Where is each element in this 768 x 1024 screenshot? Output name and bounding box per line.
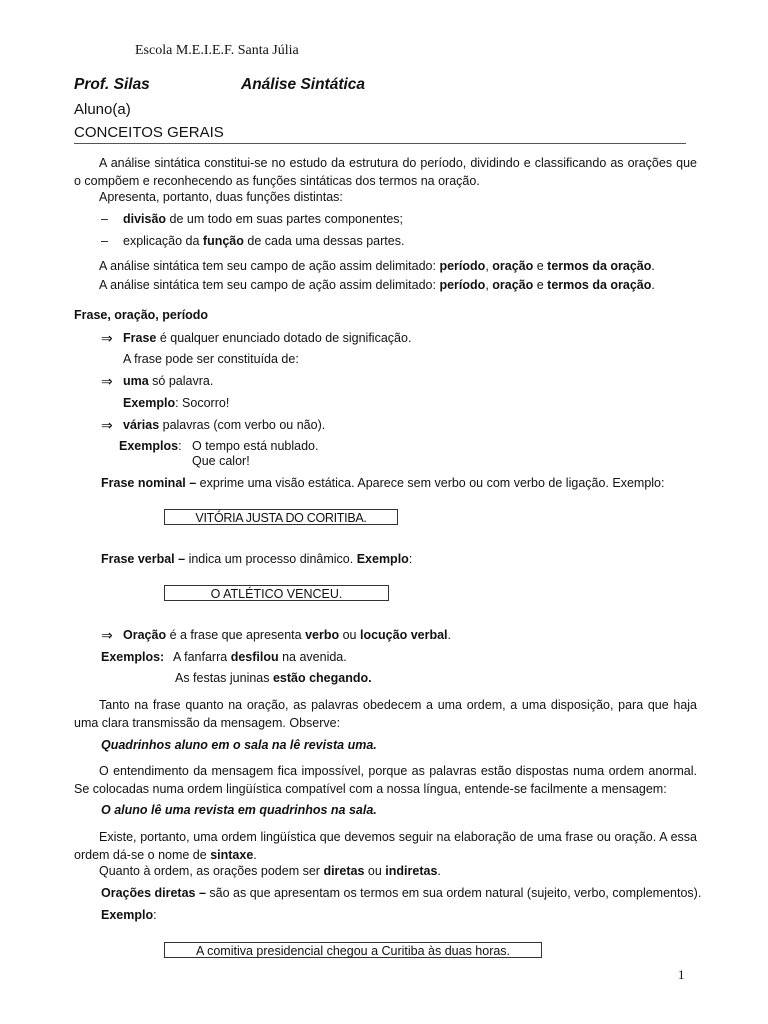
oracao-ex2-bold: estão chegando. [272, 671, 372, 685]
arrow-icon: ⇒ [101, 417, 113, 433]
ordem-wrong-example: Quadrinhos aluno em o sala na lê revista uma. [101, 738, 377, 752]
ordem-end: . [437, 864, 441, 878]
sintaxe-bold: sintaxe [210, 848, 254, 862]
diretas-exemplo-label [101, 908, 157, 922]
ordem-tipos-text: Quanto à ordem, as orações podem ser [99, 864, 324, 878]
scope-text: A análise sintática tem seu campo de ação assim delimitado: [99, 259, 440, 273]
scope-periodo: período [439, 278, 486, 292]
ordem-indiretas: indiretas [385, 864, 438, 878]
ordem-diretas: diretas [323, 864, 365, 878]
sintaxe-paragraph [74, 828, 697, 864]
oracoes-diretas-bold: Orações diretas – [101, 886, 206, 900]
frase-exemplos-colon: : [178, 439, 182, 453]
frase-verbal [101, 552, 412, 566]
oracao-locucao: locução verbal [359, 628, 448, 642]
diretas-exemplo-bold: Exemplo [101, 908, 154, 922]
sintaxe-end: . [253, 848, 257, 862]
scope-periodo: período [439, 259, 486, 273]
frase-varias-bold: várias [123, 418, 160, 432]
diretas-exemplo-colon: : [153, 908, 157, 922]
frase-exemplo-1: O tempo está nublado. [192, 439, 319, 453]
oracao-ou: ou [339, 628, 360, 642]
bullet-divisao-bold: divisão [123, 212, 167, 226]
arrow-icon: ⇒ [101, 627, 113, 643]
oracao-def-text: é a frase que apresenta [166, 628, 306, 642]
bullet-divisao [123, 212, 403, 226]
oracao-ex1-bold: desfilou [230, 650, 279, 664]
bullet-funcao [123, 234, 404, 248]
frase-def-text: é qualquer enunciado dotado de significação. [156, 331, 412, 345]
frase-nominal-bold: Frase nominal – [101, 476, 197, 490]
scope-oracao: oração [492, 259, 534, 273]
ordem-paragraph: Tanto na frase quanto na oração, as palavras obedecem a uma ordem, a uma disposição, para que haja uma clara transmissão da mensagem. Observe: [74, 698, 697, 730]
bullet-funcao-text: de cada uma dessas partes. [243, 234, 405, 248]
scope-sep: , [485, 278, 493, 292]
oracao-def-bold: Oração [123, 628, 167, 642]
oracao-ex1-rest: na avenida. [278, 650, 347, 664]
frase-heading: Frase, oração, período [74, 308, 209, 322]
frase-uma-text: só palavra. [148, 374, 214, 388]
frase-verbal-exemplo: Exemplo [356, 552, 409, 566]
intro-paragraph: A análise sintática constitui-se no estudo da estrutura do período, dividindo e classificando as orações que o compõem e reconhecendo as funções sintáticas dos termos na oração. [74, 156, 697, 188]
ordem-tipos [99, 864, 441, 878]
oracao-end: . [447, 628, 452, 642]
oracao-ex1-pre: A fanfarra [173, 650, 231, 664]
oracao-exemplos-label: Exemplos: [101, 650, 165, 664]
scope-oracao: oração [492, 278, 534, 292]
frase-verbal-bold: Frase verbal – [101, 552, 186, 566]
oracao-definition [123, 628, 451, 642]
ordem-ou: ou [364, 864, 386, 878]
frase-exemplos-label [119, 439, 182, 453]
frase-exemplo [123, 396, 229, 410]
scope-text: A análise sintática tem seu campo de ação assim delimitado: [99, 278, 440, 292]
oracao-ex2-pre: As festas juninas [175, 671, 273, 685]
scope-termos: termos da oração [547, 278, 652, 292]
intro-functions-text: Apresenta, portanto, duas funções distintas: [99, 190, 343, 204]
bullet-dash: – [101, 234, 108, 248]
bullet-funcao-pre: explicação da [123, 234, 203, 248]
frase-uma-bold: uma [123, 374, 149, 388]
frase-definition [123, 331, 411, 345]
subject-title: Análise Sintática [241, 76, 366, 93]
bullet-divisao-text: de um todo em suas partes componentes; [166, 212, 404, 226]
scope-sep: e [533, 278, 548, 292]
frase-varias [123, 418, 325, 432]
frase-verbal-example-box: O ATLÉTICO VENCEU. [164, 585, 389, 601]
frase-pode: A frase pode ser constituída de: [123, 352, 299, 366]
oracao-verbo: verbo [305, 628, 340, 642]
scope-line-1 [99, 259, 655, 273]
frase-exemplo-2: Que calor! [192, 454, 250, 468]
scope-termos: termos da oração [547, 259, 652, 273]
frase-nominal-text: exprime uma visão estática. Aparece sem verbo ou com verbo de ligação. Exemplo: [196, 476, 665, 490]
oracoes-diretas-text: são as que apresentam os termos em sua ordem natural (sujeito, verbo, complementos). [205, 886, 702, 900]
bullet-dash: – [101, 212, 108, 226]
ordem-paragraph-2: O entendimento da mensagem fica impossível, porque as palavras estão dispostas numa ordem anormal. Se colocadas numa ordem lingüística compatível com a nossa língua, entende-se facilmente a mensagem: [74, 764, 697, 796]
sintaxe-text: Existe, portanto, uma ordem lingüística que devemos seguir na elaboração de uma frase ou oração. A essa ordem dá-se o nome de [74, 830, 697, 862]
scope-sep: , [485, 259, 493, 273]
section-title: CONCEITOS GERAIS [74, 124, 224, 141]
frase-def-bold: Frase [123, 331, 157, 345]
frase-exemplo-label: Exemplo [123, 396, 176, 410]
frase-exemplos-bold: Exemplos [119, 439, 179, 453]
arrow-icon: ⇒ [101, 330, 113, 346]
scope-line-2 [99, 278, 655, 292]
frase-exemplo-text: : Socorro! [175, 396, 230, 410]
frase-nominal [101, 476, 664, 490]
student-label: Aluno(a) [74, 101, 131, 118]
scope-end: . [651, 259, 655, 273]
frase-verbal-colon: : [408, 552, 413, 566]
page-number: 1 [678, 967, 685, 982]
teacher-name: Prof. Silas [74, 76, 150, 93]
school-name: Escola M.E.I.E.F. Santa Júlia [135, 43, 299, 58]
frase-varias-text: palavras (com verbo ou não). [159, 418, 326, 432]
oracoes-diretas [101, 886, 701, 900]
frase-uma [123, 374, 213, 388]
arrow-icon: ⇒ [101, 373, 113, 389]
oracao-exemplo-2 [175, 671, 372, 685]
scope-sep: e [533, 259, 548, 273]
ordem-right-example: O aluno lê uma revista em quadrinhos na sala. [101, 803, 377, 817]
scope-end: . [651, 278, 655, 292]
diretas-example-box: A comitiva presidencial chegou a Curitiba às duas horas. [164, 942, 542, 958]
bullet-funcao-bold: função [202, 234, 244, 248]
frase-nominal-example-box: VITÓRIA JUSTA DO CORITIBA. [164, 509, 398, 525]
oracao-exemplo-1 [173, 650, 347, 664]
section-divider [74, 143, 686, 144]
frase-verbal-text: indica um processo dinâmico. [185, 552, 357, 566]
